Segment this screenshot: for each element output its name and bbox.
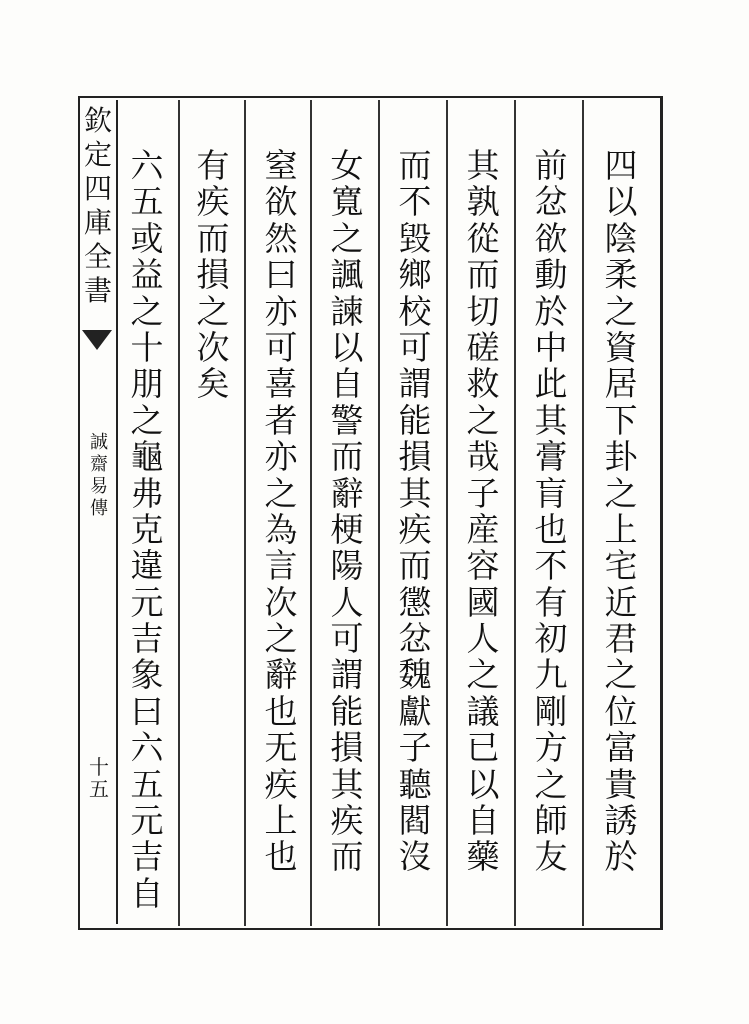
glyph: 可 <box>264 327 298 367</box>
glyph: 磋 <box>466 327 500 367</box>
glyph: 産 <box>466 509 500 549</box>
glyph: 次 <box>196 327 230 367</box>
glyph: 朋 <box>130 364 164 404</box>
glyph: 師 <box>534 801 568 841</box>
glyph: 上 <box>264 801 298 841</box>
glyph: 六 <box>130 146 164 185</box>
glyph: 聽 <box>398 764 432 804</box>
glyph: 四 <box>83 172 112 205</box>
glyph: 君 <box>604 619 638 659</box>
glyph: 然 <box>264 218 298 258</box>
glyph: 之 <box>264 619 298 659</box>
glyph: 可 <box>330 619 364 659</box>
glyph: 違 <box>130 546 164 586</box>
glyph: 疾 <box>330 801 364 841</box>
glyph: 欲 <box>534 218 568 258</box>
glyph: 梗 <box>330 509 364 549</box>
glyph: 也 <box>264 837 298 877</box>
glyph: 辭 <box>264 655 298 695</box>
glyph: 五 <box>89 777 109 801</box>
glyph: 損 <box>398 437 432 477</box>
glyph: 其 <box>398 473 432 513</box>
glyph: 能 <box>330 691 364 731</box>
glyph: 六 <box>130 728 164 768</box>
glyph: 謂 <box>398 364 432 404</box>
glyph: 有 <box>534 582 568 622</box>
glyph: 富 <box>604 728 638 768</box>
glyph: 而 <box>330 437 364 477</box>
glyph: 言 <box>264 546 298 586</box>
glyph: 忿 <box>534 182 568 222</box>
glyph: 書 <box>83 274 112 307</box>
glyph: 之 <box>130 291 164 331</box>
glyph: 者 <box>264 400 298 440</box>
glyph: 可 <box>398 327 432 367</box>
glyph: 矣 <box>196 364 230 404</box>
glyph: 其 <box>534 400 568 440</box>
glyph: 弗 <box>130 473 164 513</box>
glyph: 而 <box>466 255 500 295</box>
glyph: 陰 <box>604 218 638 258</box>
glyph: 定 <box>83 138 112 171</box>
glyph: 上 <box>604 509 638 549</box>
glyph: 吉 <box>130 619 164 659</box>
glyph: 獻 <box>398 691 432 731</box>
text-column <box>248 100 314 926</box>
glyph: 卦 <box>604 437 638 477</box>
text-column <box>114 100 180 926</box>
fish-tail-mark <box>82 330 112 352</box>
glyph: 全 <box>83 240 112 273</box>
glyph: 有 <box>196 146 230 185</box>
text-column <box>180 100 246 926</box>
glyph: 之 <box>466 400 500 440</box>
glyph: 下 <box>604 400 638 440</box>
glyph: 居 <box>604 364 638 404</box>
glyph: 傳 <box>90 498 108 519</box>
glyph: 吉 <box>130 837 164 877</box>
glyph: 之 <box>330 218 364 258</box>
text-column <box>588 100 654 926</box>
glyph: 辭 <box>330 473 364 513</box>
glyph: 克 <box>130 509 164 549</box>
glyph: 能 <box>398 400 432 440</box>
glyph: 以 <box>604 182 638 222</box>
glyph: 不 <box>398 182 432 222</box>
glyph: 龜 <box>130 437 164 477</box>
glyph: 之 <box>534 764 568 804</box>
gutter-title <box>80 104 116 308</box>
glyph: 損 <box>196 255 230 295</box>
glyph: 宅 <box>604 546 638 586</box>
glyph: 容 <box>466 546 500 586</box>
glyph: 警 <box>330 400 364 440</box>
glyph: 議 <box>466 691 500 731</box>
glyph: 為 <box>264 509 298 549</box>
text-column <box>314 100 380 926</box>
glyph: 五 <box>130 764 164 804</box>
glyph: 之 <box>196 291 230 331</box>
glyph: 剛 <box>534 691 568 731</box>
glyph: 孰 <box>466 182 500 222</box>
glyph: 中 <box>534 327 568 367</box>
glyph: 近 <box>604 582 638 622</box>
glyph: 前 <box>534 146 568 185</box>
glyph: 之 <box>604 291 638 331</box>
glyph: 諷 <box>330 255 364 295</box>
text-column <box>382 100 448 926</box>
glyph: 自 <box>466 801 500 841</box>
glyph: 沒 <box>398 837 432 877</box>
glyph: 閻 <box>398 801 432 841</box>
glyph: 友 <box>534 837 568 877</box>
glyph: 或 <box>130 218 164 258</box>
glyph: 懲 <box>398 582 432 622</box>
glyph: 五 <box>130 182 164 222</box>
glyph: 謂 <box>330 655 364 695</box>
glyph: 而 <box>196 218 230 258</box>
glyph: 易 <box>90 476 108 497</box>
glyph: 忿 <box>398 619 432 659</box>
glyph: 人 <box>466 619 500 659</box>
glyph: 之 <box>604 655 638 695</box>
glyph: 次 <box>264 582 298 622</box>
glyph: 窒 <box>264 146 298 185</box>
glyph: 鄉 <box>398 255 432 295</box>
glyph: 柔 <box>604 255 638 295</box>
glyph: 喜 <box>264 364 298 404</box>
glyph: 寬 <box>330 182 364 222</box>
glyph: 人 <box>330 582 364 622</box>
glyph: 无 <box>264 728 298 768</box>
glyph: 之 <box>264 473 298 513</box>
glyph: 以 <box>330 327 364 367</box>
glyph: 疾 <box>196 182 230 222</box>
glyph: 初 <box>534 619 568 659</box>
glyph: 以 <box>466 764 500 804</box>
glyph: 亦 <box>264 437 298 477</box>
glyph: 誠 <box>90 432 108 453</box>
glyph: 誘 <box>604 801 638 841</box>
glyph: 毀 <box>398 218 432 258</box>
glyph: 而 <box>330 837 364 877</box>
glyph: 於 <box>604 837 638 877</box>
glyph: 校 <box>398 291 432 331</box>
glyph: 之 <box>466 655 500 695</box>
glyph: 損 <box>330 728 364 768</box>
glyph: 齋 <box>90 454 108 475</box>
glyph: 魏 <box>398 655 432 695</box>
text-column <box>518 100 584 926</box>
glyph: 亦 <box>264 291 298 331</box>
glyph: 其 <box>466 146 500 185</box>
glyph: 曰 <box>264 255 298 295</box>
glyph: 位 <box>604 691 638 731</box>
glyph: 疾 <box>398 509 432 549</box>
glyph: 九 <box>534 655 568 695</box>
glyph: 此 <box>534 364 568 404</box>
glyph: 之 <box>130 400 164 440</box>
gutter-subtitle <box>88 432 110 520</box>
glyph: 十 <box>130 327 164 367</box>
glyph: 肓 <box>534 473 568 513</box>
glyph: 方 <box>534 728 568 768</box>
glyph: 曰 <box>130 691 164 731</box>
gutter-page-number <box>86 756 112 800</box>
glyph: 哉 <box>466 437 500 477</box>
glyph: 諫 <box>330 291 364 331</box>
glyph: 疾 <box>264 764 298 804</box>
glyph: 切 <box>466 291 500 331</box>
glyph: 於 <box>534 291 568 331</box>
glyph: 欲 <box>264 182 298 222</box>
glyph: 子 <box>466 473 500 513</box>
glyph: 不 <box>534 546 568 586</box>
glyph: 藥 <box>466 837 500 877</box>
glyph: 也 <box>264 691 298 731</box>
glyph: 其 <box>330 764 364 804</box>
glyph: 自 <box>130 873 164 913</box>
glyph: 元 <box>130 801 164 841</box>
glyph: 四 <box>604 146 638 185</box>
glyph: 益 <box>130 255 164 295</box>
glyph: 也 <box>534 509 568 549</box>
glyph: 而 <box>398 146 432 185</box>
glyph: 子 <box>398 728 432 768</box>
glyph: 資 <box>604 327 638 367</box>
glyph: 從 <box>466 218 500 258</box>
glyph: 救 <box>466 364 500 404</box>
glyph: 欽 <box>83 104 112 137</box>
glyph: 動 <box>534 255 568 295</box>
glyph: 貴 <box>604 764 638 804</box>
glyph: 膏 <box>534 437 568 477</box>
text-column <box>450 100 516 926</box>
glyph: 十 <box>89 755 109 779</box>
glyph: 庫 <box>83 206 112 239</box>
glyph: 象 <box>130 655 164 695</box>
glyph: 自 <box>330 364 364 404</box>
glyph: 已 <box>466 728 500 768</box>
glyph: 之 <box>604 473 638 513</box>
glyph: 女 <box>330 146 364 185</box>
glyph: 而 <box>398 546 432 586</box>
glyph: 陽 <box>330 546 364 586</box>
glyph: 元 <box>130 582 164 622</box>
glyph: 國 <box>466 582 500 622</box>
